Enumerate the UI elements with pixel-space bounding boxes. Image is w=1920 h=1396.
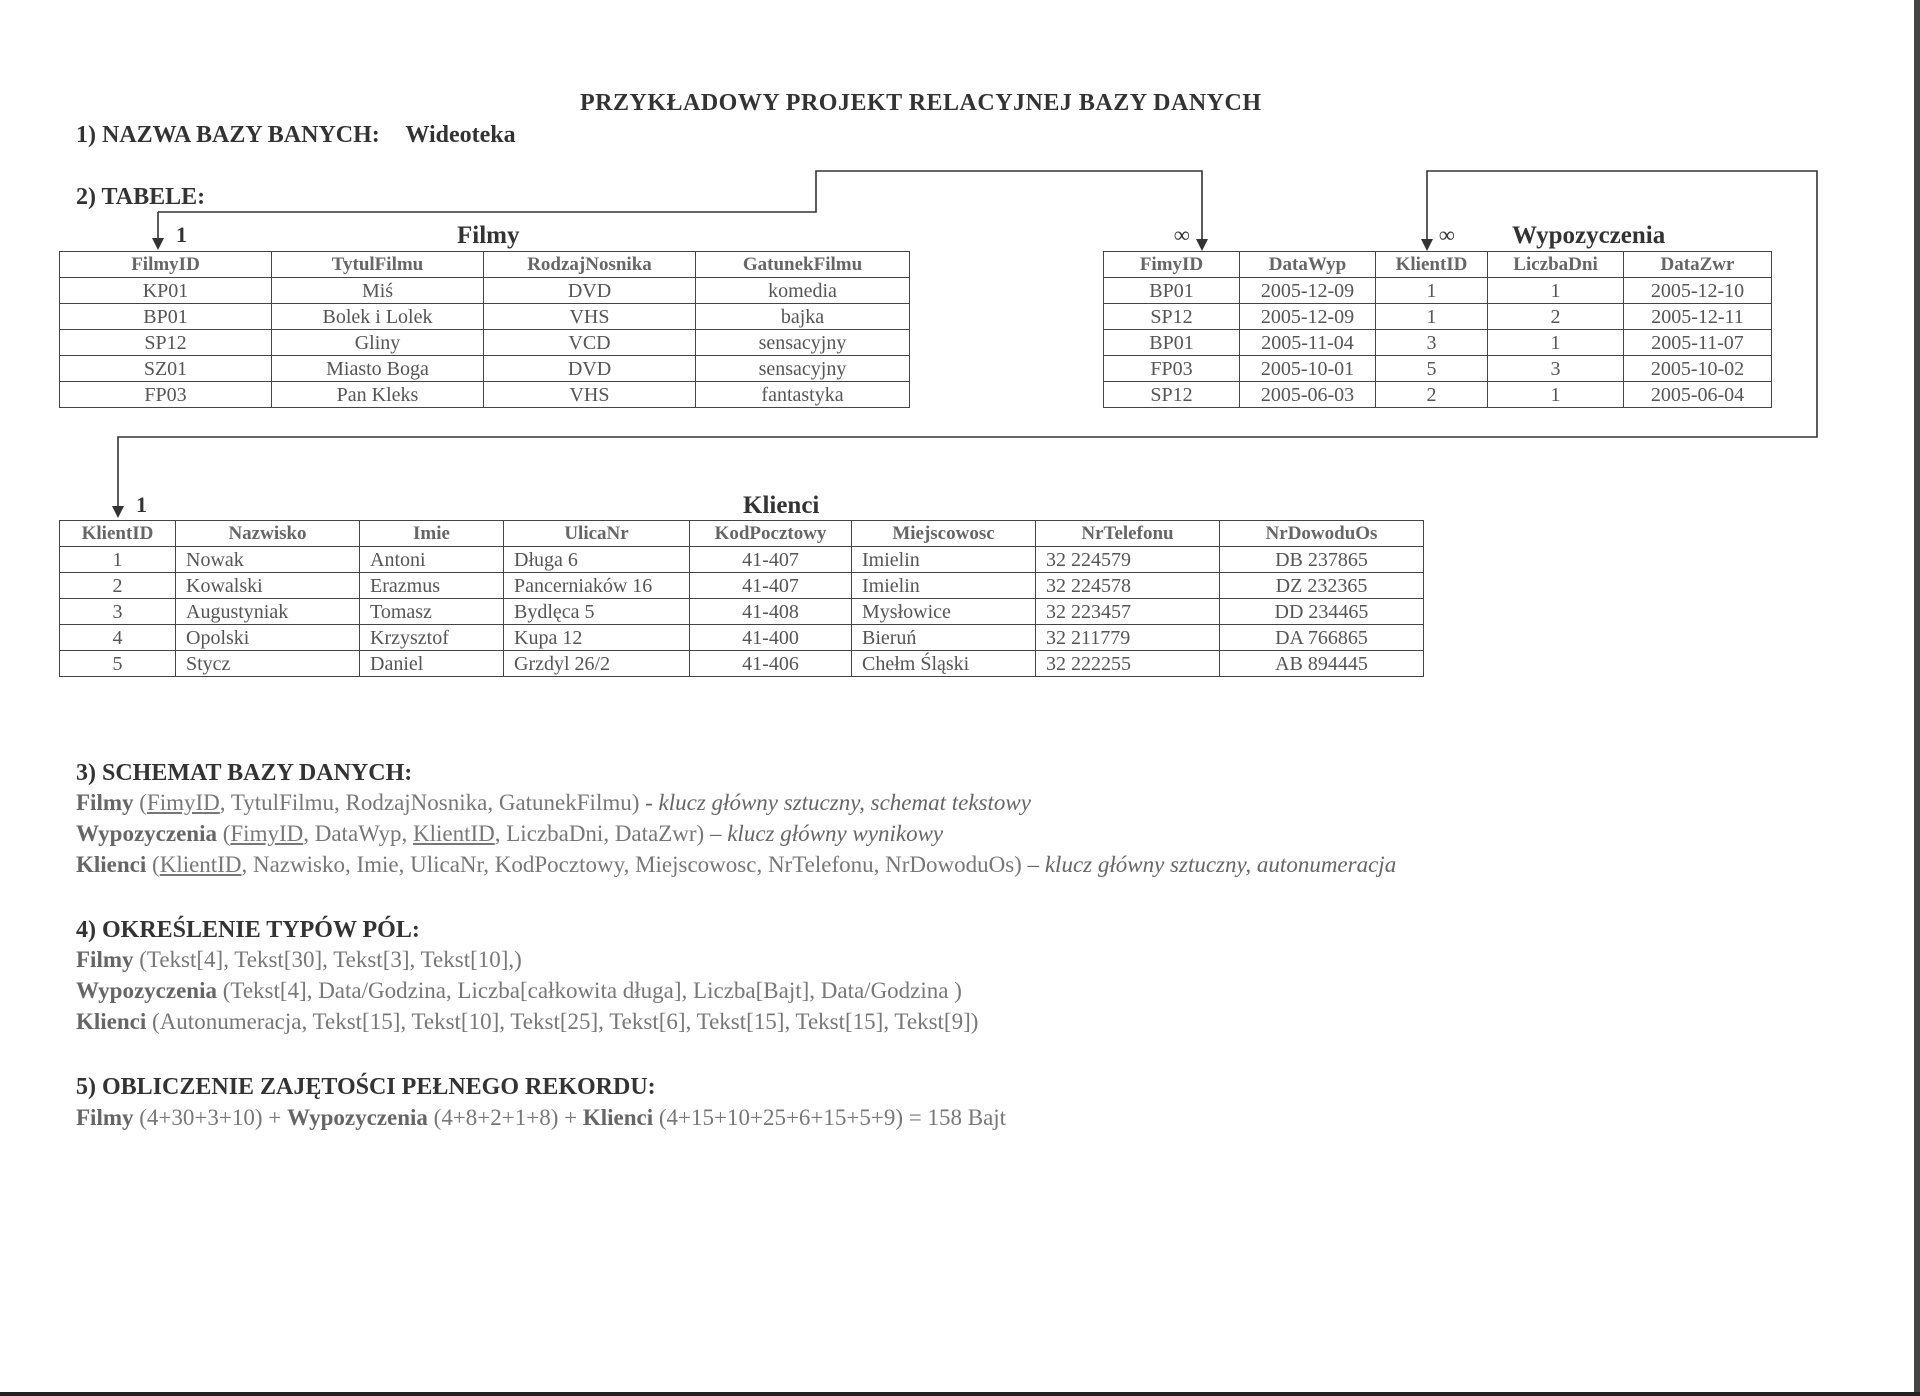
table-cell: VHS [484,304,696,330]
table-cell: Bolek i Lolek [272,304,484,330]
table-cell: Bieruń [852,625,1036,651]
tables-heading: 2) TABELE: [76,184,206,210]
filmy-wypozyczenia-relation-line [158,171,1202,245]
table-cell: 2 [1488,304,1624,330]
table-cell: 4 [60,625,176,651]
field-type-table-name: Wypozyczenia [76,978,217,1003]
klienci-column-header: Nazwisko [176,521,360,547]
table-cell: 2005-12-09 [1240,278,1376,304]
field-type-list: (Autonumeracja, Tekst[15], Tekst[10], Tekst[25], Tekst[6], Tekst[15], Tekst[15], Tekst[9]) [146,1009,979,1034]
table-cell: Pancerniaków 16 [504,573,690,599]
wypozyczenia-body [1104,278,1772,408]
table-cell: DZ 232365 [1220,573,1424,599]
table-cell: Daniel [360,651,504,677]
table-cell: bajka [696,304,910,330]
schema-fields: , DataWyp, [303,821,413,846]
schema-heading: 3) SCHEMAT BAZY DANYCH: [76,760,413,786]
klienci-column-header: NrDowoduOs [1220,521,1424,547]
table-cell: 32 224579 [1036,547,1220,573]
filmy-column-header: FilmyID [60,252,272,278]
table-cell: Augustyniak [176,599,360,625]
record-size-table-klienci: Klienci [582,1105,654,1130]
table-cell: Nowak [176,547,360,573]
filmy-table-title: Filmy [457,222,520,249]
wypozyczenia-column-header: LiczbaDni [1488,252,1624,278]
wypozyczenia-table-title: Wypozyczenia [1512,222,1666,249]
table-cell: 1 [1376,304,1488,330]
table-cell: KP01 [60,278,272,304]
table-cell: 41-407 [690,547,852,573]
table-cell: Imielin [852,573,1036,599]
wypozyczenia-column-header: FimyID [1104,252,1240,278]
wypozyczenia-header-row [1104,252,1772,278]
table-row [1104,330,1772,356]
table-cell: DVD [484,278,696,304]
table-cell: 3 [1376,330,1488,356]
table-cell: Tomasz [360,599,504,625]
table-cell: 1 [1376,278,1488,304]
schema-fields: , Nazwisko, Imie, UlicaNr, KodPocztowy, Miejscowosc, NrTelefonu, NrDowoduOs) [241,852,1022,877]
klienci-body [60,547,1424,677]
table-cell: Mysłowice [852,599,1036,625]
table-cell: 1 [60,547,176,573]
field-type-line [76,978,978,1009]
record-size-value-filmy: (4+30+3+10) + [133,1105,287,1130]
table-cell: sensacyjny [696,330,910,356]
table-row [1104,356,1772,382]
table-cell: Miasto Boga [272,356,484,382]
schema-open: ( [133,790,147,815]
table-cell: 3 [1488,356,1624,382]
table-cell: Opolski [176,625,360,651]
filmy-column-header: TytulFilmu [272,252,484,278]
table-row [60,382,910,408]
klienci-column-header: NrTelefonu [1036,521,1220,547]
filmy-cardinality: 1 [176,222,187,247]
table-row [60,599,1424,625]
wypozyczenia-cardinality-right: ∞ [1439,222,1455,247]
filmy-column-header: RodzajNosnika [484,252,696,278]
table-cell: 32 222255 [1036,651,1220,677]
field-types-heading: 4) OKREŚLENIE TYPÓW PÓL: [76,917,420,943]
table-row [60,330,910,356]
table-row [60,547,1424,573]
field-types-lines [76,947,978,1040]
scan-bottom-edge [0,1392,1920,1396]
table-cell: AB 894445 [1220,651,1424,677]
table-cell: Antoni [360,547,504,573]
wypozyczenia-column-header: DataZwr [1624,252,1772,278]
table-cell: DA 766865 [1220,625,1424,651]
table-row [60,625,1424,651]
table-cell: 2 [60,573,176,599]
schema-primary-key: KlientID [159,852,242,877]
field-type-line [76,947,978,978]
table-cell: 41-400 [690,625,852,651]
field-type-table-name: Filmy [76,947,134,972]
schema-table-name: Filmy [76,790,134,815]
table-cell: Miś [272,278,484,304]
table-cell: 5 [1376,356,1488,382]
table-cell: Chełm Śląski [852,651,1036,677]
field-type-list: (Tekst[4], Tekst[30], Tekst[3], Tekst[10],) [133,947,522,972]
schema-primary-key: FimyID [230,821,304,846]
table-cell: SP12 [1104,304,1240,330]
schema-note: – klucz główny wynikowy [704,821,944,846]
table-cell: Kowalski [176,573,360,599]
table-cell: Stycz [176,651,360,677]
record-size-heading: 5) OBLICZENIE ZAJĘTOŚCI PEŁNEGO REKORDU: [76,1074,656,1100]
table-cell: Gliny [272,330,484,356]
wypozyczenia-column-header: DataWyp [1240,252,1376,278]
table-cell: Kupa 12 [504,625,690,651]
schema-line [76,852,1396,883]
table-cell: 2005-10-02 [1624,356,1772,382]
table-cell: DVD [484,356,696,382]
table-cell: 32 211779 [1036,625,1220,651]
field-type-line [76,1009,978,1040]
table-cell: 1 [1488,382,1624,408]
schema-fields: , TytulFilmu, RodzajNosnika, GatunekFilmu) [219,790,640,815]
table-cell: 32 223457 [1036,599,1220,625]
schema-table-name: Wypozyczenia [76,821,217,846]
klienci-column-header: KodPocztowy [690,521,852,547]
table-cell: 2005-12-09 [1240,304,1376,330]
klienci-table-title: Klienci [743,492,820,519]
table-cell: Bydlęca 5 [504,599,690,625]
filmy-column-header: GatunekFilmu [696,252,910,278]
table-cell: Długa 6 [504,547,690,573]
table-cell: Pan Kleks [272,382,484,408]
field-type-list: (Tekst[4], Data/Godzina, Liczba[całkowita długa], Liczba[Bajt], Data/Godzina ) [216,978,962,1003]
table-row [60,573,1424,599]
schema-note: – klucz główny sztuczny, autonumeracja [1021,852,1397,877]
table-cell: 1 [1488,278,1624,304]
table-cell: 2005-12-11 [1624,304,1772,330]
schema-primary-key-2: KlientID [412,821,495,846]
table-cell: 5 [60,651,176,677]
table-row [1104,382,1772,408]
database-name-value: Wideoteka [405,122,516,148]
klienci-header-row [60,521,1424,547]
table-cell: komedia [696,278,910,304]
table-cell: 41-407 [690,573,852,599]
table-cell: BP01 [1104,278,1240,304]
schema-note: - klucz główny sztuczny, schemat tekstowy [639,790,1031,815]
wypozyczenia-cardinality-left: ∞ [1174,222,1190,247]
record-size-table-filmy: Filmy [76,1105,134,1130]
klienci-column-header: Miejscowosc [852,521,1036,547]
filmy-table [59,251,910,408]
schema-line [76,790,1396,821]
schema-table-name: Klienci [76,852,147,877]
table-cell: VCD [484,330,696,356]
schema-primary-key: FimyID [146,790,220,815]
table-cell: 2005-12-10 [1624,278,1772,304]
table-cell: 2005-06-03 [1240,382,1376,408]
schema-lines [76,790,1396,883]
table-cell: 2 [1376,382,1488,408]
klienci-cardinality: 1 [136,492,147,517]
table-cell: Krzysztof [360,625,504,651]
schema-line [76,821,1396,852]
table-row [1104,304,1772,330]
table-cell: 32 224578 [1036,573,1220,599]
table-cell: 2005-11-07 [1624,330,1772,356]
table-cell: Imielin [852,547,1036,573]
database-name-label: 1) NAZWA BAZY BANYCH: [76,122,380,148]
schema-open: ( [146,852,160,877]
filmy-body [60,278,910,408]
record-size-value-wypozyczenia: (4+8+2+1+8) + [427,1105,583,1130]
table-cell: Erazmus [360,573,504,599]
table-cell: 41-408 [690,599,852,625]
table-cell: 2005-06-04 [1624,382,1772,408]
table-cell: 2005-10-01 [1240,356,1376,382]
wypozyczenia-klientid-arrow-head [1421,239,1433,251]
table-row [60,278,910,304]
record-size-value-klienci: (4+15+10+25+6+15+5+9) = 158 Bajt [653,1105,1007,1130]
table-cell: fantastyka [696,382,910,408]
table-cell: DB 237865 [1220,547,1424,573]
table-cell: BP01 [1104,330,1240,356]
klienci-table [59,520,1424,677]
table-row [60,651,1424,677]
table-cell: VHS [484,382,696,408]
table-cell: 2005-11-04 [1240,330,1376,356]
table-cell: SP12 [1104,382,1240,408]
table-cell: SP12 [60,330,272,356]
table-row [60,304,910,330]
klienci-column-header: Imie [360,521,504,547]
table-cell: Grzdyl 26/2 [504,651,690,677]
table-cell: DD 234465 [1220,599,1424,625]
table-cell: 41-406 [690,651,852,677]
wypozyczenia-fimyid-arrow-head [1196,239,1208,251]
table-cell: FP03 [1104,356,1240,382]
table-cell: FP03 [60,382,272,408]
table-cell: 1 [1488,330,1624,356]
table-row [1104,278,1772,304]
wypozyczenia-table [1103,251,1772,408]
record-size-table-wypozyczenia: Wypozyczenia [286,1105,428,1130]
klienci-column-header: UlicaNr [504,521,690,547]
table-row [60,356,910,382]
scan-right-edge [1914,0,1920,1396]
page-title: PRZYKŁADOWY PROJEKT RELACYJNEJ BAZY DANYCH [580,90,1262,116]
schema-fields-rest: , LiczbaDni, DataZwr) [494,821,705,846]
record-size-line [76,1105,1006,1131]
klienci-arrow-head [112,506,124,518]
wypozyczenia-column-header: KlientID [1376,252,1488,278]
table-cell: BP01 [60,304,272,330]
table-cell: 3 [60,599,176,625]
klienci-column-header: KlientID [60,521,176,547]
field-type-table-name: Klienci [76,1009,147,1034]
filmy-header-row [60,252,910,278]
table-cell: sensacyjny [696,356,910,382]
schema-open: ( [216,821,231,846]
table-cell: SZ01 [60,356,272,382]
